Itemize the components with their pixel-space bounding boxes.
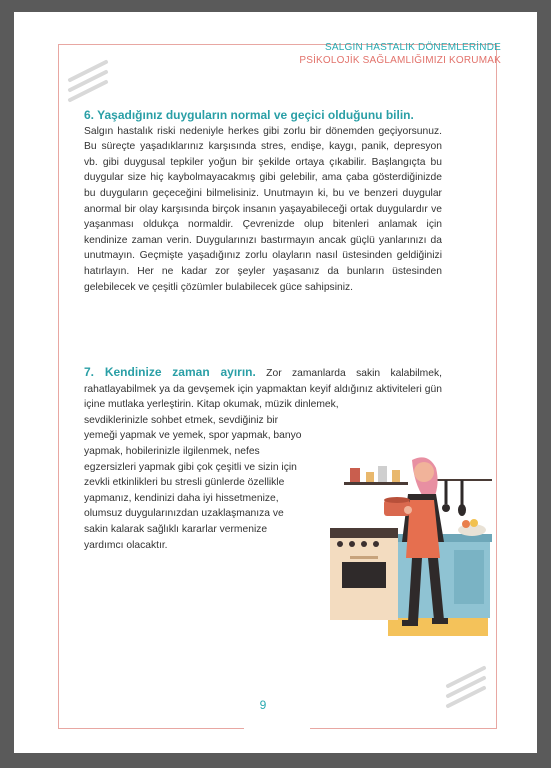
section-7-heading: 7. Kendinize zaman ayırın. — [84, 365, 256, 379]
section-7-body-wrap: sevdiklerinizle sohbet etmek, sevdiğiniz bir yemeği yapmak ve yemek, spor yapmak, banyo yapmak, hobilerinizle ilgilenmek, nefes egzersizleri yapmak gibi çok çeşitli ve sizin için zevkli etkinlikleri bu stresli günlerde özellikle yapmanız, kendinizi daha iyi hissetmenize, olumsuz duygularınızdan uzaklaşmanıza ve sakin kalarak sağlıklı kararlar vermenize yardımcı olacaktır. — [84, 414, 302, 551]
frame-gap — [244, 724, 310, 734]
stripes-decoration-bottom — [444, 662, 490, 710]
page-number: 9 — [259, 698, 267, 712]
section-6-body: Salgın hastalık riski nedeniyle herkes gibi zorlu bir dönemden geçiyorsunuz. Bu süreçte yaşadıklarınız karşısında stres, endişe, kaygı, panik, depresyon vb. gibi duygusal tepkiler yoğun bir şekilde ortaya çıkabilir. Başlangıçta bu duygular size hiç kaybolmayacakmış gibi gelebilir, ama çaba gösterdiğinizde bu duyguların geçeceğini bilmelisiniz. Unutmayın ki, bu ve benzeri duygular anormal bir olay karşısında birçok insanın yaşayabileceği ortak duygulardır ve yaşanması oldukça normaldir. Çevrenizde olup bitenleri anlamak için kendinize zaman verin. Duygularınızı bastırmayın ancak güçlü yanlarınızı da unutmayın. Geçmişte yaşadığınız zorlu olayların nasıl üstesinden geldiğinizi hatırlayın. Her ne kadar zor şeyler yaşasanız da bunların üstesinden gelebilecek ve çeşitli çözümler bulabilecek güce sahipsiniz. — [84, 125, 442, 293]
kitchen-illustration — [316, 438, 498, 650]
section-7-body-intro: Zor zamanlarda sakin kalabilmek, rahatlayabilmek ya da gevşemek için yapmaktan keyif aldığınız aktiviteleri gün içine mutlaka yerleştirin. Kitap okumak, müzik dinlemek, — [84, 368, 442, 411]
running-header — [299, 41, 501, 67]
header-line-1: SALGIN HASTALIK DÖNEMLERİNDE — [324, 42, 501, 53]
section-6-heading: 6. Yaşadığınız duyguların normal ve geçici olduğunu bilin. — [84, 108, 414, 122]
stripes-decoration-top — [66, 56, 112, 104]
section-6 — [84, 108, 442, 295]
header-line-2: PSİKOLOJİK SAĞLAMLIĞIMIZI KORUMAK — [299, 55, 501, 66]
